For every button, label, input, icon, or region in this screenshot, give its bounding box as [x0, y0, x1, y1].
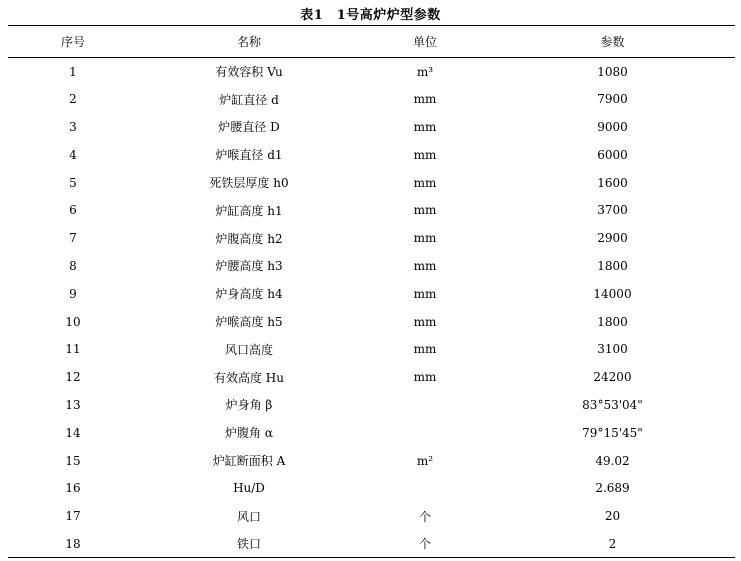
row-index: 12 [65, 370, 81, 385]
row-name: 有效高度 Hu [213, 370, 284, 385]
row-unit: mm [413, 231, 437, 246]
header-value: 参数 [490, 26, 735, 58]
row-unit: m³ [416, 64, 434, 79]
table-row [8, 419, 735, 447]
row-value: 7900 [597, 92, 628, 107]
row-name: 炉腰直径 D [218, 120, 280, 135]
table-row [8, 196, 735, 224]
row-value: 14000 [593, 286, 632, 301]
table-row [8, 502, 735, 530]
row-index: 9 [69, 286, 77, 301]
row-value: 6000 [597, 147, 628, 162]
row-unit: mm [413, 147, 437, 162]
row-index: 14 [65, 425, 81, 440]
row-unit: mm [413, 92, 437, 107]
row-value: 49.02 [595, 453, 630, 468]
row-index: 3 [69, 119, 77, 134]
table-row [8, 363, 735, 391]
table-row [8, 280, 735, 308]
row-index: 17 [65, 509, 81, 524]
row-name: 炉腹角 α [225, 426, 273, 441]
row-value: 20 [604, 509, 621, 524]
table-row [8, 169, 735, 197]
row-value: 83°53'04" [582, 397, 643, 412]
table-row [8, 391, 735, 419]
table-row [8, 141, 735, 169]
row-unit: mm [413, 314, 437, 329]
row-unit: mm [413, 370, 437, 385]
table-row [8, 530, 735, 558]
row-name: 死铁层厚度 h0 [209, 176, 289, 191]
row-unit [360, 391, 490, 419]
row-unit: mm [413, 342, 437, 357]
row-value: 79°15'45" [582, 425, 643, 440]
row-value: 3700 [597, 203, 628, 218]
row-index: 10 [65, 314, 81, 329]
table-header-row [8, 26, 735, 58]
row-name: 炉喉直径 d1 [215, 148, 283, 163]
table-row [8, 85, 735, 113]
table-row [8, 58, 735, 86]
row-unit: mm [413, 119, 437, 134]
table-row [8, 224, 735, 252]
row-index: 18 [8, 530, 138, 558]
row-index: 11 [65, 342, 81, 357]
row-index: 16 [65, 481, 81, 496]
table-row [8, 308, 735, 336]
table-row [8, 113, 735, 141]
row-unit: m² [416, 453, 434, 468]
row-index: 7 [69, 231, 77, 246]
row-index: 6 [69, 203, 77, 218]
row-value: 1600 [597, 175, 628, 190]
table-row [8, 474, 735, 502]
row-name: 炉身角 β [225, 398, 273, 413]
row-index: 8 [69, 258, 77, 273]
row-value: 3100 [597, 342, 628, 357]
row-unit [360, 474, 490, 502]
row-value: 2 [490, 530, 735, 558]
row-value: 1800 [597, 258, 628, 273]
row-name: 炉喉高度 h5 [215, 315, 283, 330]
row-unit: mm [413, 175, 437, 190]
row-unit: mm [413, 286, 437, 301]
row-name: 有效容积 Vu [215, 65, 283, 80]
table-row [8, 252, 735, 280]
table-row [8, 447, 735, 475]
row-name: 风口 [236, 509, 261, 524]
header-index: 序号 [8, 26, 138, 58]
row-value: 24200 [593, 370, 632, 385]
row-index: 4 [69, 147, 77, 162]
row-name: 炉缸高度 h1 [215, 203, 283, 218]
row-name: 炉腰高度 h3 [215, 259, 283, 274]
row-index: 13 [65, 397, 81, 412]
row-name: 铁口 [138, 530, 360, 558]
row-index: 1 [69, 64, 77, 79]
row-value: 2.689 [595, 481, 630, 496]
row-unit: mm [413, 203, 437, 218]
row-index: 2 [69, 92, 77, 107]
row-value: 1080 [597, 64, 628, 79]
row-value: 2900 [597, 231, 628, 246]
row-unit: mm [413, 258, 437, 273]
row-index: 15 [65, 453, 81, 468]
row-name: 炉缸直径 d [219, 92, 279, 107]
table-caption: 表1 1号高炉炉型参数 [300, 8, 441, 23]
row-name: Hu/D [233, 481, 265, 496]
row-value: 9000 [597, 119, 628, 134]
row-unit: 个 [418, 509, 431, 524]
row-name: 炉缸断面积 A [212, 454, 286, 469]
furnace-parameters-table [8, 25, 735, 558]
header-unit: 单位 [360, 26, 490, 58]
row-index: 5 [69, 175, 77, 190]
row-name: 风口高度 [224, 342, 273, 357]
row-name: 炉身高度 h4 [215, 287, 283, 302]
row-unit: 个 [360, 530, 490, 558]
row-name: 炉腹高度 h2 [215, 231, 283, 246]
header-name: 名称 [138, 26, 360, 58]
row-unit [360, 419, 490, 447]
table-row [8, 335, 735, 363]
row-value: 1800 [597, 314, 628, 329]
